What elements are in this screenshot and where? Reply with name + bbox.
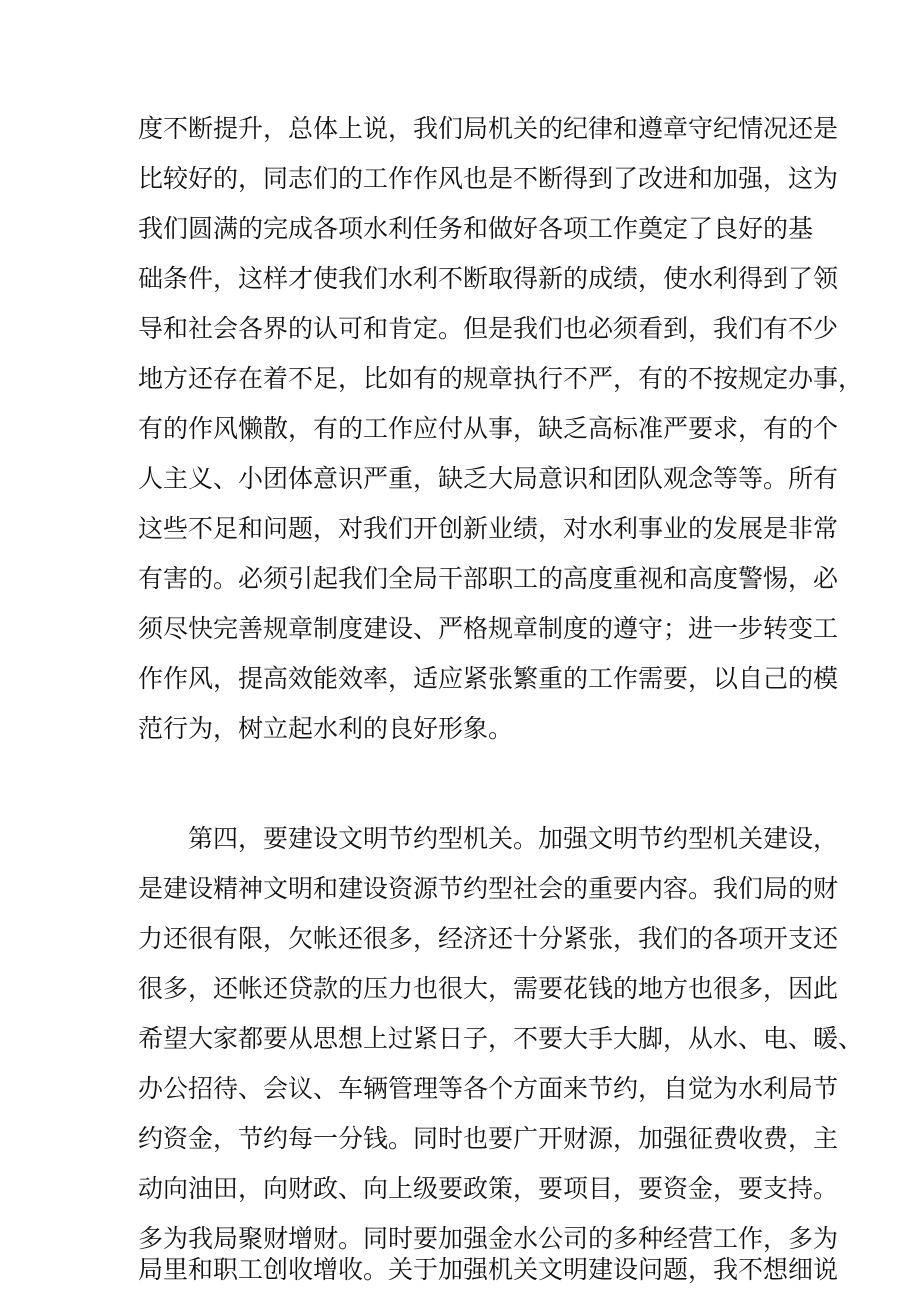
paragraph-1-line-1: 度不断提升，总体上说，我们局机关的纪律和遵章守纪情况还是 [138, 114, 839, 143]
paragraph-2-line-2: 是建设精神文明和建设资源节约型社会的重要内容。我们局的财 [138, 874, 839, 903]
paragraph-2-line-7: 约资金，节约每一分钱。同时也要广开财源，加强征费收费，主 [138, 1124, 839, 1153]
paragraph-1-line-5: 导和社会各界的认可和肯定。但是我们也必须看到，我们有不少 [138, 314, 839, 343]
paragraph-2-line-4: 很多，还帐还贷款的压力也很大，需要花钱的地方也很多，因此 [138, 974, 839, 1003]
paragraph-2-line-5: 希望大家都要从思想上过紧日子，不要大手大脚，从水、电、暖、 [138, 1024, 864, 1053]
paragraph-1-line-4: 础条件，这样才使我们水利不断取得新的成绩，使水利得到了领 [138, 264, 839, 293]
paragraph-1-line-7: 有的作风懒散，有的工作应付从事，缺乏高标准严要求，有的个 [138, 414, 839, 443]
paragraph-2-line-3: 力还很有限，欠帐还很多，经济还十分紧张，我们的各项开支还 [138, 924, 839, 953]
paragraph-1-line-11: 须尽快完善规章制度建设、严格规章制度的遵守；进一步转变工 [138, 614, 839, 643]
paragraph-2-line-1: 第四，要建设文明节约型机关。加强文明节约型机关建设， [188, 824, 839, 853]
paragraph-2-line-9: 多为我局聚财增财。同时要加强金水公司的多种经营工作，多为 [138, 1224, 839, 1253]
paragraph-1-line-2: 比较好的，同志们的工作作风也是不断得到了改进和加强，这为 [138, 164, 839, 193]
paragraph-1-line-8: 人主义、小团体意识严重，缺乏大局意识和团队观念等等。所有 [138, 464, 839, 493]
paragraph-1-line-13: 范行为，树立起水利的良好形象。 [138, 714, 514, 743]
paragraph-1-line-3: 我们圆满的完成各项水利任务和做好各项工作奠定了良好的基 [138, 214, 814, 243]
paragraph-1-line-9: 这些不足和问题，对我们开创新业绩，对水利事业的发展是非常 [138, 514, 839, 543]
paragraph-1-line-6: 地方还存在着不足，比如有的规章执行不严，有的不按规定办事， [138, 364, 864, 393]
paragraph-2-line-8: 动向油田，向财政、向上级要政策，要项目，要资金，要支持。 [138, 1174, 839, 1203]
paragraph-1-line-12: 作作风，提高效能效率，适应紧张繁重的工作需要，以自己的模 [138, 664, 839, 693]
paragraph-1-line-10: 有害的。必须引起我们全局干部职工的高度重视和高度警惕，必 [138, 564, 839, 593]
paragraph-2-line-6: 办公招待、会议、车辆管理等各个方面来节约，自觉为水利局节 [138, 1074, 839, 1103]
paragraph-2-line-10: 局里和职工创收增收。关于加强机关文明建设问题，我不想细说 [138, 1255, 839, 1284]
